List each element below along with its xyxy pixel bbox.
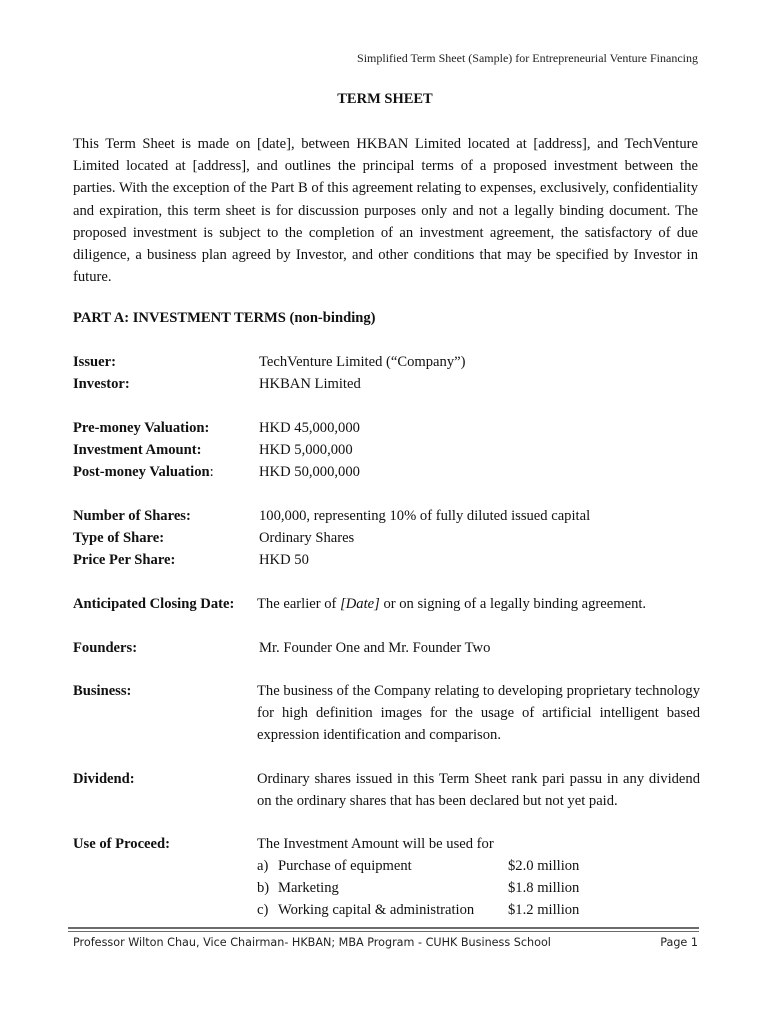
term-value: HKD 50,000,000 (259, 464, 360, 480)
term-label: Post-money Valuation: (73, 464, 214, 480)
term-label: Investor: (73, 376, 130, 392)
term-label: Use of Proceed: (73, 836, 170, 852)
term-value: Ordinary shares issued in this Term Sheet rank pari passu in any dividend on the ordinary shares that has been declared but not yet paid. (257, 771, 700, 809)
term-value: HKBAN Limited (259, 376, 361, 392)
term-label: Anticipated Closing Date: (73, 596, 235, 612)
list-item (257, 877, 698, 899)
term-label: Dividend: (73, 771, 135, 787)
intro-paragraph: This Term Sheet is made on [date], between HKBAN Limited located at [address], and TechVenture Limited located at [address], and outlines the principal terms of a proposed investment between the parties. With the exception of the Part B of this agreement relating to expenses, exclusively, confidentiality and expiration, this term sheet is for discussion purposes only and not a legally binding document. The proposed investment is subject to the completion of an investment agreement, the satisfactory of due diligence, a business plan agreed by Investor, and other conditions that may be specified by Investor in future. (73, 136, 698, 286)
footer-divider-thin (68, 931, 699, 932)
document-title: TERM SHEET (337, 91, 433, 107)
footer-author: Professor Wilton Chau, Vice Chairman- HKBAN; MBA Program - CUHK Business School (73, 936, 551, 949)
term-label: Number of Shares: (73, 508, 191, 524)
term-value: HKD 50 (259, 552, 309, 568)
term-label: Price Per Share: (73, 552, 176, 568)
term-value: Ordinary Shares (259, 530, 355, 546)
item-description: Working capital & administration (278, 902, 475, 918)
term-value: 100,000, representing 10% of fully diluted issued capital (259, 508, 591, 524)
term-label: Business: (73, 683, 132, 699)
page-number: Page 1 (660, 936, 698, 949)
term-value: The business of the Company relating to developing proprietary technology for high definition images for the usage of artificial intelligent based expression identification and comparison. (257, 683, 700, 743)
list-item (257, 899, 698, 921)
term-label: Type of Share: (73, 530, 165, 546)
term-value: Mr. Founder One and Mr. Founder Two (259, 640, 491, 656)
item-amount: $2.0 million (508, 858, 580, 874)
term-label: Pre-money Valuation: (73, 420, 210, 436)
item-letter: a) (257, 858, 269, 874)
use-of-proceed-list (257, 855, 698, 921)
term-value: TechVenture Limited (“Company”) (259, 354, 466, 370)
item-description: Purchase of equipment (278, 858, 412, 874)
running-header: Simplified Term Sheet (Sample) for Entrepreneurial Venture Financing (357, 51, 698, 65)
term-label: Founders: (73, 640, 138, 656)
term-value: HKD 5,000,000 (259, 442, 353, 458)
use-of-proceed-intro: The Investment Amount will be used for (257, 836, 494, 852)
list-item (257, 855, 698, 877)
term-label: Investment Amount: (73, 442, 202, 458)
term-value: HKD 45,000,000 (259, 420, 360, 436)
item-letter: b) (257, 880, 270, 896)
item-amount: $1.8 million (508, 880, 580, 896)
item-description: Marketing (278, 880, 339, 896)
part-a-heading: PART A: INVESTMENT TERMS (non-binding) (73, 310, 376, 326)
term-label: Issuer: (73, 354, 116, 370)
term-value (257, 833, 698, 921)
footer-divider-thick (68, 927, 699, 929)
item-letter: c) (257, 902, 269, 918)
item-amount: $1.2 million (508, 902, 580, 918)
term-value: The earlier of [Date] or on signing of a legally binding agreement. (257, 596, 647, 612)
